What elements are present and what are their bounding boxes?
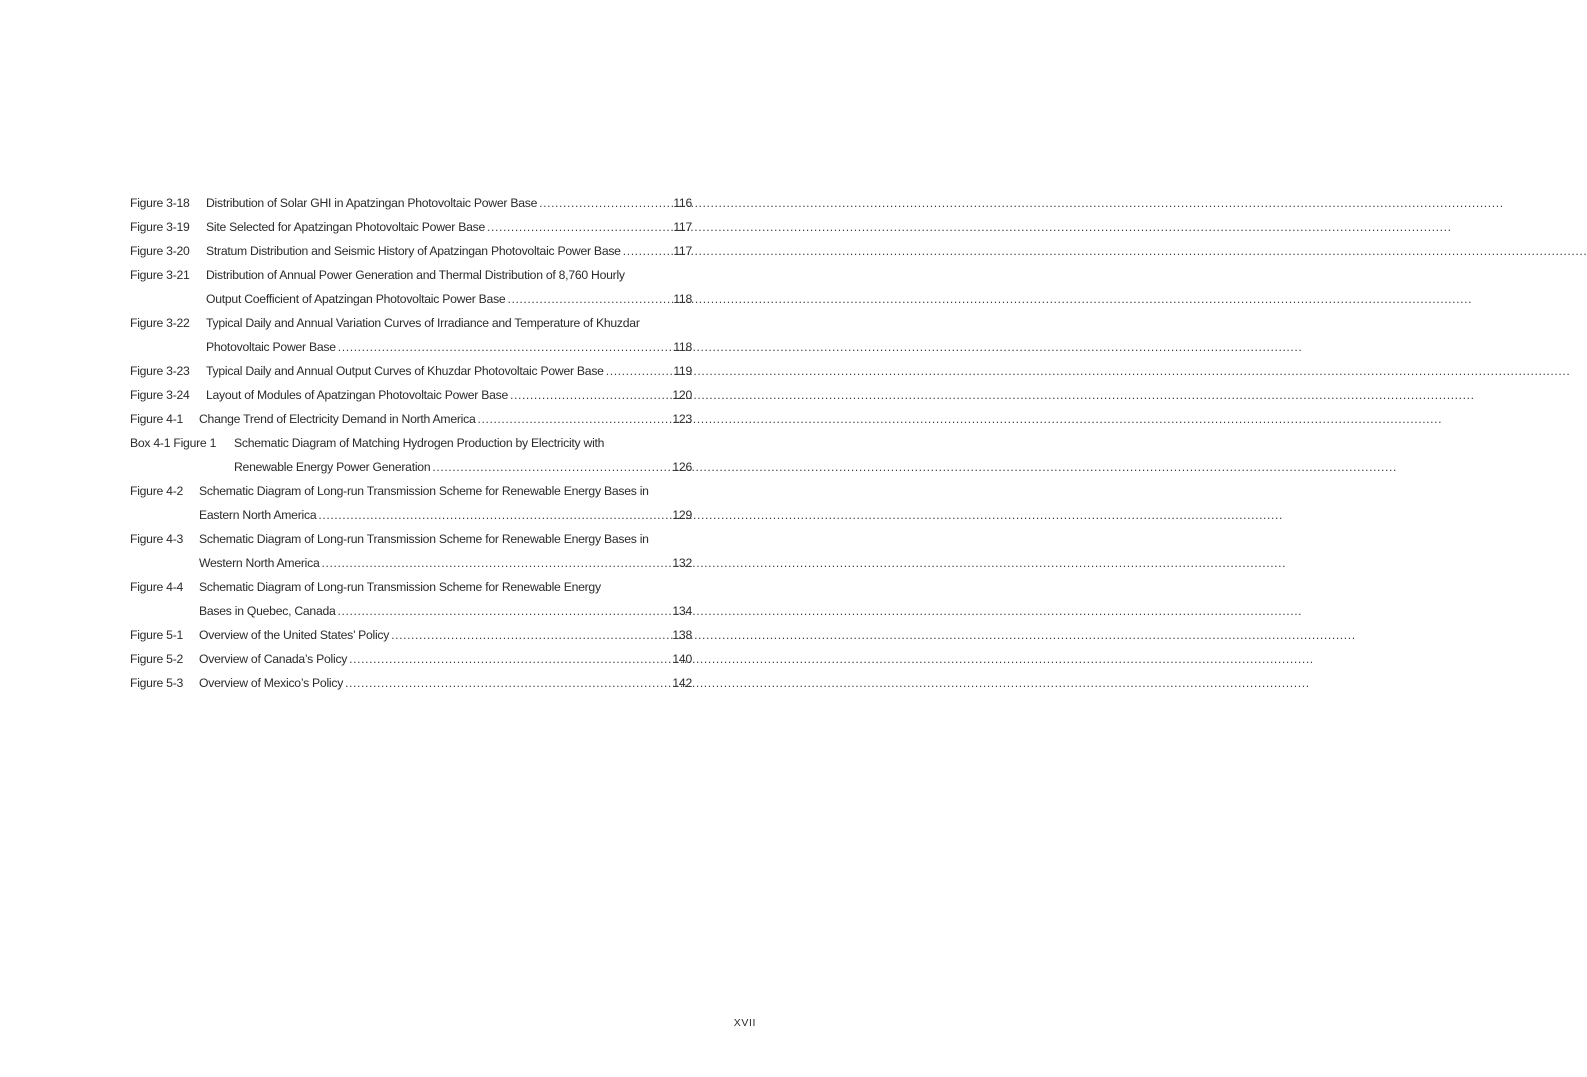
toc-entry-continuation xyxy=(130,287,692,311)
figure-label: Figure 3-19 xyxy=(130,220,190,234)
figure-title-continued: Photovoltaic Power Base xyxy=(206,340,336,354)
dot-leader xyxy=(345,671,671,695)
figure-title: Site Selected for Apatzingan Photovoltaic Power Base xyxy=(206,220,485,234)
toc-entry[interactable] xyxy=(130,239,692,263)
toc-entry[interactable] xyxy=(130,311,692,359)
figure-title: Change Trend of Electricity Demand in North America xyxy=(199,412,476,426)
figure-label: Figure 3-23 xyxy=(130,364,190,378)
figure-title: Overview of the United States’ Policy xyxy=(199,628,390,642)
toc-entry-line xyxy=(130,431,692,455)
page-reference: 118 xyxy=(673,340,692,354)
dot-leader xyxy=(338,599,672,623)
toc-entry[interactable] xyxy=(130,671,692,695)
page-reference: 142 xyxy=(672,676,692,690)
figure-title-continued: Bases in Quebec, Canada xyxy=(199,604,336,618)
figure-title: Overview of Canada’s Policy xyxy=(199,652,348,666)
figure-title-continued: Output Coefficient of Apatzingan Photovoltaic Power Base xyxy=(206,292,506,306)
dot-leader xyxy=(432,455,671,479)
dot-leader xyxy=(318,503,671,527)
toc-entry-line xyxy=(130,527,692,551)
toc-entry-line xyxy=(130,647,692,671)
dot-leader xyxy=(338,335,673,359)
figure-title: Schematic Diagram of Long-run Transmission Scheme for Renewable Energy xyxy=(199,580,601,594)
figure-title: Stratum Distribution and Seismic History of Apatzingan Photovoltaic Power Base xyxy=(206,244,621,258)
figure-title: Typical Daily and Annual Variation Curves of Irradiance and Temperature of Khuzdar xyxy=(206,316,640,330)
figure-label: Figure 3-20 xyxy=(130,244,190,258)
figure-title: Schematic Diagram of Matching Hydrogen Production by Electricity with xyxy=(234,436,605,450)
toc-entry-line xyxy=(130,623,692,647)
page-reference: 129 xyxy=(672,508,692,522)
dot-leader xyxy=(478,407,672,431)
toc-entry-line xyxy=(130,359,692,383)
dot-leader xyxy=(349,647,671,671)
dot-leader xyxy=(487,215,672,239)
page-reference: 117 xyxy=(673,220,692,234)
figure-label: Figure 5-2 xyxy=(130,652,184,666)
figure-label: Figure 3-24 xyxy=(130,388,190,402)
page-reference: 134 xyxy=(672,604,692,618)
figure-label: Figure 5-1 xyxy=(130,628,184,642)
toc-entry-line xyxy=(130,191,692,215)
figure-label: Figure 4-2 xyxy=(130,484,184,498)
toc-entry-continuation xyxy=(130,503,692,527)
document-page xyxy=(0,0,793,1077)
toc-entry[interactable] xyxy=(130,647,692,671)
figure-title-continued: Western North America xyxy=(199,556,320,570)
figure-title: Overview of Mexico’s Policy xyxy=(199,676,344,690)
list-of-figures xyxy=(130,191,692,695)
toc-entry-line xyxy=(130,479,692,503)
toc-entry-line xyxy=(130,407,692,431)
figure-label: Figure 4-3 xyxy=(130,532,184,546)
toc-entry[interactable] xyxy=(130,623,692,647)
toc-entry[interactable] xyxy=(130,575,692,623)
page-reference: 116 xyxy=(673,196,692,210)
figure-label: Figure 5-3 xyxy=(130,676,184,690)
toc-entry-continuation xyxy=(130,455,692,479)
toc-entry-continuation xyxy=(130,599,692,623)
figure-label: Figure 4-4 xyxy=(130,580,184,594)
dot-leader xyxy=(539,191,672,215)
page-reference: 138 xyxy=(672,628,692,642)
figure-title: Schematic Diagram of Long-run Transmission Scheme for Renewable Energy Bases in xyxy=(199,484,649,498)
figure-label: Figure 4-1 xyxy=(130,412,184,426)
toc-entry[interactable] xyxy=(130,527,692,575)
figure-title: Distribution of Solar GHI in Apatzingan Photovoltaic Power Base xyxy=(206,196,538,210)
figure-label: Figure 3-18 xyxy=(130,196,190,210)
dot-leader xyxy=(623,239,673,263)
toc-entry[interactable] xyxy=(130,407,692,431)
toc-entry[interactable] xyxy=(130,383,692,407)
dot-leader xyxy=(606,359,673,383)
page-reference: 117 xyxy=(673,244,692,258)
dot-leader xyxy=(510,383,671,407)
toc-entry[interactable] xyxy=(130,215,692,239)
figure-title: Schematic Diagram of Long-run Transmission Scheme for Renewable Energy Bases in xyxy=(199,532,649,546)
toc-entry[interactable] xyxy=(130,191,692,215)
page-reference: 123 xyxy=(672,412,692,426)
toc-entry-continuation xyxy=(130,335,692,359)
figure-label: Box 4-1 Figure 1 xyxy=(130,436,217,450)
page-reference: 126 xyxy=(672,460,692,474)
page-reference: 120 xyxy=(672,388,692,402)
toc-entry[interactable] xyxy=(130,431,692,479)
page-reference: 119 xyxy=(673,364,692,378)
page-reference: 132 xyxy=(672,556,692,570)
figure-title-continued: Renewable Energy Power Generation xyxy=(234,460,431,474)
toc-entry[interactable] xyxy=(130,359,692,383)
dot-leader xyxy=(391,623,671,647)
dot-leader xyxy=(507,287,672,311)
toc-entry-line xyxy=(130,671,692,695)
toc-entry[interactable] xyxy=(130,479,692,527)
figure-title-continued: Eastern North America xyxy=(199,508,317,522)
figure-label: Figure 3-22 xyxy=(130,316,190,330)
toc-entry-line xyxy=(130,575,692,599)
page-reference: 140 xyxy=(672,652,692,666)
toc-entry-line xyxy=(130,383,692,407)
figure-title: Typical Daily and Annual Output Curves of Khuzdar Photovoltaic Power Base xyxy=(206,364,604,378)
toc-entry-line xyxy=(130,239,692,263)
figure-title: Layout of Modules of Apatzingan Photovoltaic Power Base xyxy=(206,388,508,402)
toc-entry-line xyxy=(130,311,692,335)
toc-entry-continuation xyxy=(130,551,692,575)
dot-leader xyxy=(322,551,672,575)
figure-title: Distribution of Annual Power Generation and Thermal Distribution of 8,760 Hourly xyxy=(206,268,625,282)
figure-label: Figure 3-21 xyxy=(130,268,190,282)
toc-entry-line xyxy=(130,263,692,287)
page-number: XVII xyxy=(733,1017,756,1029)
page-reference: 118 xyxy=(673,292,692,306)
toc-entry-line xyxy=(130,215,692,239)
toc-entry[interactable] xyxy=(130,263,692,311)
